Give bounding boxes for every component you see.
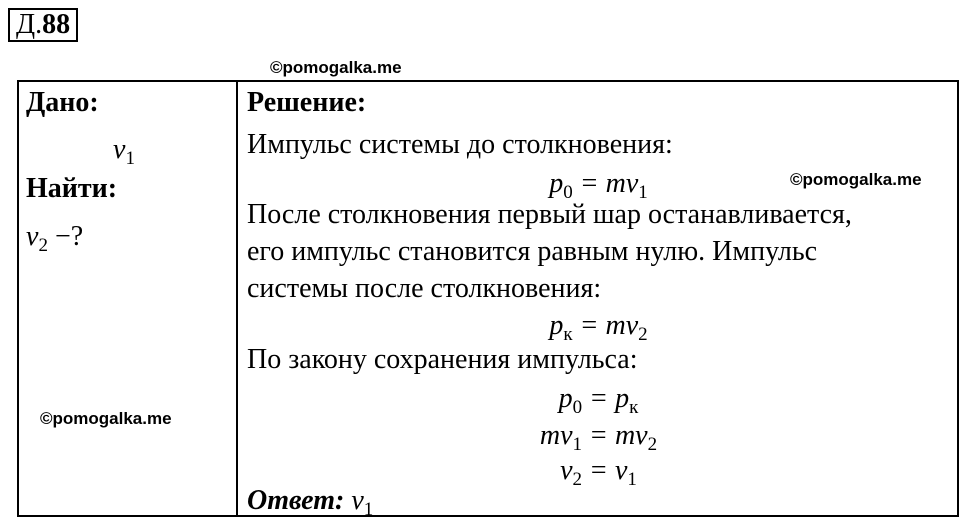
find-heading: Найти: <box>26 173 118 204</box>
solution-line-2: После столкновения первый шар останавливается, <box>247 199 852 230</box>
find-unknown <box>26 220 83 263</box>
find-suffix: −? <box>47 221 84 252</box>
formula-mv: $mv_1 = mv_2$ <box>539 420 658 455</box>
answer <box>247 484 373 527</box>
find-var: v <box>26 221 39 252</box>
given-v1-var: v <box>113 134 126 165</box>
solution-line-3: его импульс становится равным нулю. Импульс <box>247 236 818 267</box>
task-prefix: Д. <box>16 9 43 40</box>
watermark-left: ©pomogalka.me <box>40 409 172 428</box>
solution-line-4: системы после столкновения: <box>247 273 602 304</box>
answer-var: v <box>351 485 364 516</box>
formula-pk: $p_к = mv_2$ <box>549 310 648 345</box>
watermark-right: ©pomogalka.me <box>790 170 922 189</box>
solution-line-5: По закону сохранения импульса: <box>247 344 638 375</box>
answer-sub: 1 <box>363 499 374 520</box>
solution-line-1: Импульс системы до столкновения: <box>247 129 673 160</box>
given-v1 <box>113 133 135 176</box>
given-v1-sub: 1 <box>125 148 135 169</box>
given-heading: Дано: <box>26 87 99 118</box>
find-sub: 2 <box>38 235 48 256</box>
task-number-box <box>8 8 78 42</box>
formula-v2: $v_2 = v_1$ <box>560 455 637 490</box>
solution-heading: Решение: <box>247 87 367 118</box>
answer-label: Ответ: <box>247 485 345 516</box>
formula-p0-pk: $p_0 = p_к$ <box>558 383 639 418</box>
watermark-top: ©pomogalka.me <box>270 58 402 77</box>
task-number: 88 <box>42 9 71 40</box>
formula-p0: $p_0 = mv_1$ <box>549 168 648 203</box>
